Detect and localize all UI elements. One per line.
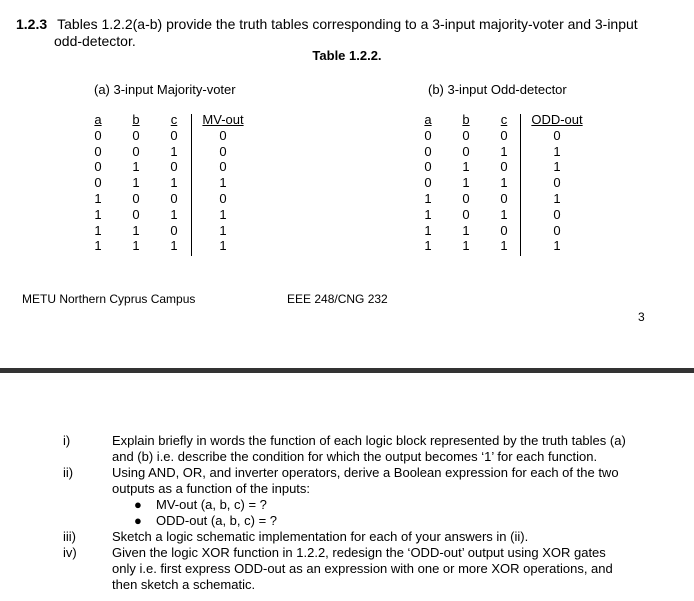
table-cell: 0 bbox=[132, 206, 140, 222]
question-text bbox=[112, 433, 652, 465]
table-cell: 0 bbox=[424, 127, 432, 143]
problem-number: 1.2.3 bbox=[16, 16, 48, 32]
table-cell: 1 bbox=[219, 222, 227, 238]
question-text bbox=[112, 545, 652, 593]
table-b-divider bbox=[520, 114, 521, 256]
table-header-cell: c bbox=[500, 112, 508, 127]
table-cell: 0 bbox=[94, 175, 102, 191]
page-divider bbox=[0, 368, 694, 373]
table-cell: 1 bbox=[500, 175, 508, 191]
table-cell: 0 bbox=[553, 127, 561, 143]
table-title: Table 1.2.2. bbox=[312, 48, 382, 63]
table-cell: 0 bbox=[462, 206, 470, 222]
question-line: Sketch a logic schematic implementation for each of your answers in (ii). bbox=[112, 529, 529, 544]
table-cell: 1 bbox=[170, 238, 178, 254]
question-text bbox=[112, 465, 652, 497]
table-cell: 1 bbox=[170, 175, 178, 191]
table-cell: 1 bbox=[462, 222, 470, 238]
question-line: Explain briefly in words the function of each logic block represented by the truth tables (a) bbox=[112, 433, 626, 448]
col-out bbox=[526, 112, 588, 254]
truth-table-odd-detector bbox=[0, 112, 694, 262]
table-cell: 1 bbox=[553, 190, 561, 206]
col-c bbox=[496, 112, 512, 254]
table-cell: 0 bbox=[94, 143, 102, 159]
table-cell: 0 bbox=[219, 127, 227, 143]
table-cell: 0 bbox=[94, 159, 102, 175]
table-cell: 0 bbox=[424, 143, 432, 159]
table-cell: 0 bbox=[219, 190, 227, 206]
col-b bbox=[458, 112, 474, 254]
table-cell: 1 bbox=[424, 190, 432, 206]
table-cell: 0 bbox=[500, 190, 508, 206]
question-text bbox=[112, 529, 652, 545]
question-number: ii) bbox=[63, 465, 74, 480]
table-cell: 0 bbox=[500, 159, 508, 175]
table-cell: 0 bbox=[94, 127, 102, 143]
table-cell: 0 bbox=[500, 222, 508, 238]
table-cell: 0 bbox=[500, 127, 508, 143]
table-header-cell: c bbox=[170, 112, 178, 127]
table-cell: 1 bbox=[553, 143, 561, 159]
table-cell: 0 bbox=[424, 175, 432, 191]
table-cell: 0 bbox=[170, 190, 178, 206]
table-b-caption: (b) 3-input Odd-detector bbox=[428, 82, 567, 97]
table-cell: 0 bbox=[424, 159, 432, 175]
table-cell: 1 bbox=[132, 222, 140, 238]
table-header-cell: a bbox=[94, 112, 102, 127]
page-number: 3 bbox=[638, 310, 645, 324]
table-cell: 0 bbox=[132, 127, 140, 143]
table-cell: 1 bbox=[94, 222, 102, 238]
table-cell: 0 bbox=[132, 143, 140, 159]
table-cell: 1 bbox=[132, 238, 140, 254]
table-cell: 0 bbox=[553, 222, 561, 238]
col-a bbox=[420, 112, 436, 254]
table-cell: 1 bbox=[170, 143, 178, 159]
table-header-cell: ODD-out bbox=[531, 112, 583, 127]
table-cell: 1 bbox=[219, 175, 227, 191]
table-cell: 1 bbox=[219, 238, 227, 254]
table-cell: 1 bbox=[424, 206, 432, 222]
table-cell: 1 bbox=[94, 206, 102, 222]
table-cell: 1 bbox=[462, 175, 470, 191]
bullet-mv-out: MV-out (a, b, c) = ? bbox=[156, 497, 267, 512]
table-cell: 0 bbox=[553, 175, 561, 191]
table-cell: 1 bbox=[500, 143, 508, 159]
table-cell: 0 bbox=[219, 159, 227, 175]
question-line: Using AND, OR, and inverter operators, derive a Boolean expression for each of the two bbox=[112, 465, 619, 480]
table-header-cell: b bbox=[462, 112, 470, 127]
question-line: then sketch a schematic. bbox=[112, 576, 256, 592]
table-cell: 1 bbox=[132, 159, 140, 175]
question-line: and (b) i.e. describe the condition for which the output becomes ‘1’ for each function. bbox=[112, 448, 598, 464]
table-cell: 0 bbox=[170, 159, 178, 175]
table-cell: 1 bbox=[500, 238, 508, 254]
table-cell: 1 bbox=[132, 175, 140, 191]
table-cell: 1 bbox=[500, 206, 508, 222]
table-cell: 1 bbox=[424, 222, 432, 238]
problem-header bbox=[16, 16, 666, 50]
table-cell: 0 bbox=[462, 190, 470, 206]
table-header-cell: MV-out bbox=[202, 112, 244, 127]
problem-intro-line2: odd-detector. bbox=[54, 33, 136, 49]
bullet-list bbox=[0, 497, 694, 529]
table-cell: 0 bbox=[170, 127, 178, 143]
table-cell: 0 bbox=[132, 190, 140, 206]
question-line: outputs as a function of the inputs: bbox=[112, 480, 311, 496]
bullet-dot: ● bbox=[134, 497, 142, 512]
bullet-dot: ● bbox=[134, 513, 142, 528]
table-cell: 1 bbox=[553, 159, 561, 175]
table-cell: 1 bbox=[462, 238, 470, 254]
table-cell: 0 bbox=[462, 143, 470, 159]
table-cell: 0 bbox=[553, 206, 561, 222]
table-a-caption: (a) 3-input Majority-voter bbox=[94, 82, 236, 97]
table-cell: 1 bbox=[170, 206, 178, 222]
table-cell: 0 bbox=[219, 143, 227, 159]
table-cell: 0 bbox=[462, 127, 470, 143]
footer-course: EEE 248/CNG 232 bbox=[287, 292, 388, 306]
table-cell: 0 bbox=[170, 222, 178, 238]
table-cell: 1 bbox=[94, 190, 102, 206]
question-number: iii) bbox=[63, 529, 76, 544]
question-line: only i.e. first express ODD-out as an expression with one or more XOR operations, and bbox=[112, 560, 613, 576]
table-header-cell: a bbox=[424, 112, 432, 127]
question-line: Given the logic XOR function in 1.2.2, redesign the ‘ODD-out’ output using XOR gates bbox=[112, 545, 606, 560]
bullet-odd-out: ODD-out (a, b, c) = ? bbox=[156, 513, 278, 528]
problem-intro-line1: Tables 1.2.2(a-b) provide the truth tables corresponding to a 3-input majority-voter and 3-input bbox=[57, 16, 638, 32]
table-cell: 1 bbox=[424, 238, 432, 254]
table-cell: 1 bbox=[94, 238, 102, 254]
table-cell: 1 bbox=[553, 238, 561, 254]
table-cell: 1 bbox=[462, 159, 470, 175]
table-header-cell: b bbox=[132, 112, 140, 127]
table-cell: 1 bbox=[219, 206, 227, 222]
question-number: iv) bbox=[63, 545, 77, 560]
question-number: i) bbox=[63, 433, 71, 448]
footer-campus: METU Northern Cyprus Campus bbox=[22, 292, 196, 306]
